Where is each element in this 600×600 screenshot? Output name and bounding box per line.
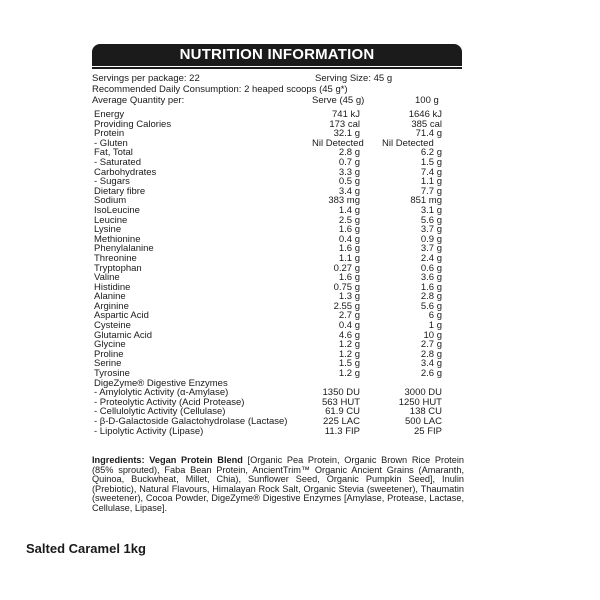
table-row [92, 139, 462, 149]
nutrient-name: Dietary fibre [94, 185, 146, 197]
value-per-100g: 138 CU [409, 406, 442, 418]
nutrient-name: Glycine [94, 339, 126, 351]
nutrient-name: Threonine [94, 252, 137, 264]
value-per-serve: 1.5 g [338, 358, 360, 370]
value-per-100g: 6 g [428, 310, 442, 322]
table-row [92, 273, 462, 283]
value-per-100g: 6.2 g [420, 147, 442, 159]
ingredients-text [92, 456, 464, 514]
nutrient-name: Aspartic Acid [94, 310, 149, 322]
serving-info [92, 73, 462, 95]
nutrient-name: Methionine [94, 233, 141, 245]
serving-size: Serving Size: 45 g [315, 73, 393, 84]
table-row [92, 427, 462, 437]
table-row [92, 120, 462, 130]
value-per-100g: 3.7 g [420, 243, 442, 255]
value-per-100g: 1250 HUT [398, 396, 442, 408]
value-per-serve: 1.3 g [338, 291, 360, 303]
column-headers [92, 95, 462, 107]
value-per-serve: 4.6 g [338, 329, 360, 341]
nutrient-name: Sodium [94, 195, 127, 207]
value-per-serve: 2.8 g [338, 147, 360, 159]
value-per-100g: 10 g [423, 329, 442, 341]
value-per-100g: 0.9 g [420, 233, 442, 245]
nutrient-name: Protein [94, 128, 125, 140]
value-per-100g: 385 cal [411, 118, 442, 130]
nutrient-name: - Sugars [94, 176, 130, 188]
column-100g-header: 100 g [415, 95, 439, 106]
value-per-serve: 11.3 FIP [324, 425, 360, 437]
value-per-serve: 1.6 g [338, 224, 360, 236]
value-per-serve: 563 HUT [321, 396, 360, 408]
value-per-100g: 1 g [428, 320, 442, 332]
table-row [92, 148, 462, 158]
value-per-100g: 71.4 g [415, 128, 442, 140]
ingredients-label: Ingredients: Vegan Protein Blend [92, 455, 243, 465]
table-row [92, 177, 462, 187]
product-title: Salted Caramel 1kg [26, 541, 146, 556]
value-per-serve: 0.4 g [338, 233, 360, 245]
value-per-serve: 0.7 g [338, 156, 360, 168]
value-per-serve: 0.5 g [338, 176, 360, 188]
table-row [92, 331, 462, 341]
nutrient-name: Phenylalanine [94, 243, 154, 255]
value-per-100g: 2.6 g [420, 368, 442, 380]
panel-title: NUTRITION INFORMATION [92, 44, 462, 66]
header-divider [92, 67, 462, 69]
nutrient-name: - Saturated [94, 156, 141, 168]
table-row [92, 350, 462, 360]
value-per-100g: Nil Detected [382, 137, 434, 149]
nutrient-name: IsoLeucine [94, 204, 140, 216]
nutrient-table [92, 110, 462, 436]
nutrient-name: DigeZyme® Digestive Enzymes [94, 377, 228, 389]
nutrient-name: Leucine [94, 214, 128, 226]
value-per-serve: 741 kJ [332, 109, 360, 120]
nutrient-name: Carbohydrates [94, 166, 157, 178]
nutrient-name: Providing Calories [94, 118, 172, 130]
nutrient-name: Energy [94, 109, 125, 120]
table-row [92, 168, 462, 178]
ingredients-list: [Organic Pea Protein, Organic Brown Rice Protein (85% sprouted), Faba Bean Protein, AncientTrim™ Organic Ancient Grains (Amaranth, Quinoa, Buckwheat, Millet, Chia), Sunflower Seed, Organic Pumpkin Seed], Inulin (Prebiotic), Natural Flavours, Himalayan Rock Salt, Organic Stevia (sweetener), Thaumatin (sweetener), Cocoa Powder, DigeZyme® Digestive Enzymes [Amylase, Protease, Lactase, Cellulase, Lipase]. [92, 455, 464, 513]
value-per-serve: 1.2 g [338, 368, 360, 380]
column-serve-header: Serve (45 g) [312, 95, 365, 106]
recommended-consumption: Recommended Daily Consumption: 2 heaped scoops (45 g*) [92, 84, 348, 95]
nutrient-name: Histidine [94, 281, 131, 293]
value-per-serve: 1.4 g [338, 204, 360, 216]
value-per-100g: 2.4 g [420, 252, 442, 264]
value-per-100g: 3.6 g [420, 272, 442, 284]
average-quantity-label: Average Quantity per: [92, 95, 185, 106]
value-per-100g: 1.1 g [420, 176, 442, 188]
table-row [92, 225, 462, 235]
value-per-serve: 2.5 g [338, 214, 360, 226]
nutrient-name: Alanine [94, 291, 126, 303]
table-row [92, 292, 462, 302]
value-per-serve: 3.3 g [338, 166, 360, 178]
table-row [92, 311, 462, 321]
table-row [92, 206, 462, 216]
table-row [92, 283, 462, 293]
nutrient-name: Glutamic Acid [94, 329, 153, 341]
value-per-serve: 173 cal [329, 118, 360, 130]
value-per-100g: 7.4 g [420, 166, 442, 178]
nutrient-name: Tyrosine [94, 368, 130, 380]
nutrient-name: Valine [94, 272, 120, 284]
value-per-serve: 3.4 g [338, 185, 360, 197]
value-per-100g: 3.7 g [420, 224, 442, 236]
value-per-serve: 1.2 g [338, 339, 360, 351]
nutrient-name: - Amylolytic Activity (α-Amylase) [94, 387, 229, 399]
nutrient-name: Fat, Total [94, 147, 133, 159]
value-per-100g: 2.7 g [420, 339, 442, 351]
value-per-100g: 0.6 g [420, 262, 442, 274]
table-row [92, 264, 462, 274]
value-per-serve: 383 mg [328, 195, 360, 207]
nutrient-name: Proline [94, 348, 124, 360]
value-per-100g: 5.6 g [420, 300, 442, 312]
value-per-100g: 3000 DU [404, 387, 442, 399]
value-per-serve: 32.1 g [333, 128, 360, 140]
value-per-serve: 1.6 g [338, 272, 360, 284]
value-per-100g: 7.7 g [420, 185, 442, 197]
value-per-100g: 500 LAC [405, 416, 442, 427]
value-per-serve: 0.27 g [333, 262, 360, 274]
value-per-100g: 3.1 g [420, 204, 442, 216]
table-row [92, 254, 462, 264]
nutrition-panel [92, 44, 462, 436]
nutrient-name: - Gluten [94, 137, 128, 149]
nutrient-name: - β-D-Galactoside Galactohydrolase (Lactase) [94, 416, 288, 427]
value-per-serve: 2.7 g [338, 310, 360, 322]
value-per-serve: 225 LAC [323, 416, 360, 427]
value-per-100g: 1.6 g [420, 281, 442, 293]
value-per-serve: Nil Detected [312, 137, 364, 149]
value-per-serve: 1.1 g [338, 252, 360, 264]
nutrient-name: Lysine [94, 224, 122, 236]
value-per-serve: 1.6 g [338, 243, 360, 255]
servings-per-package: Servings per package: 22 [92, 73, 200, 84]
value-per-100g: 1646 kJ [408, 109, 442, 120]
value-per-serve: 1350 DU [322, 387, 360, 399]
nutrient-name: Serine [94, 358, 122, 370]
value-per-100g: 3.4 g [420, 358, 442, 370]
value-per-serve: 0.4 g [338, 320, 360, 332]
value-per-100g: 1.5 g [420, 156, 442, 168]
table-row [92, 216, 462, 226]
table-row [92, 187, 462, 197]
nutrient-name: Tryptophan [94, 262, 142, 274]
nutrient-name: - Proteolytic Activity (Acid Protease) [94, 396, 245, 408]
table-row [92, 196, 462, 206]
value-per-100g: 2.8 g [420, 291, 442, 303]
nutrient-name: - Lipolytic Activity (Lipase) [94, 425, 204, 437]
nutrient-name: - Cellulolytic Activity (Cellulase) [94, 406, 226, 418]
table-row [92, 244, 462, 254]
nutrient-name: Cysteine [94, 320, 131, 332]
value-per-100g: 851 mg [410, 195, 442, 207]
value-per-serve: 1.2 g [338, 348, 360, 360]
value-per-100g: 25 FIP [414, 425, 442, 437]
value-per-serve: 0.75 g [333, 281, 360, 293]
table-row [92, 359, 462, 369]
value-per-serve: 2.55 g [333, 300, 360, 312]
value-per-100g: 5.6 g [420, 214, 442, 226]
table-row [92, 340, 462, 350]
value-per-100g: 2.8 g [420, 348, 442, 360]
value-per-serve: 61.9 CU [325, 406, 360, 418]
nutrient-name: Arginine [94, 300, 129, 312]
